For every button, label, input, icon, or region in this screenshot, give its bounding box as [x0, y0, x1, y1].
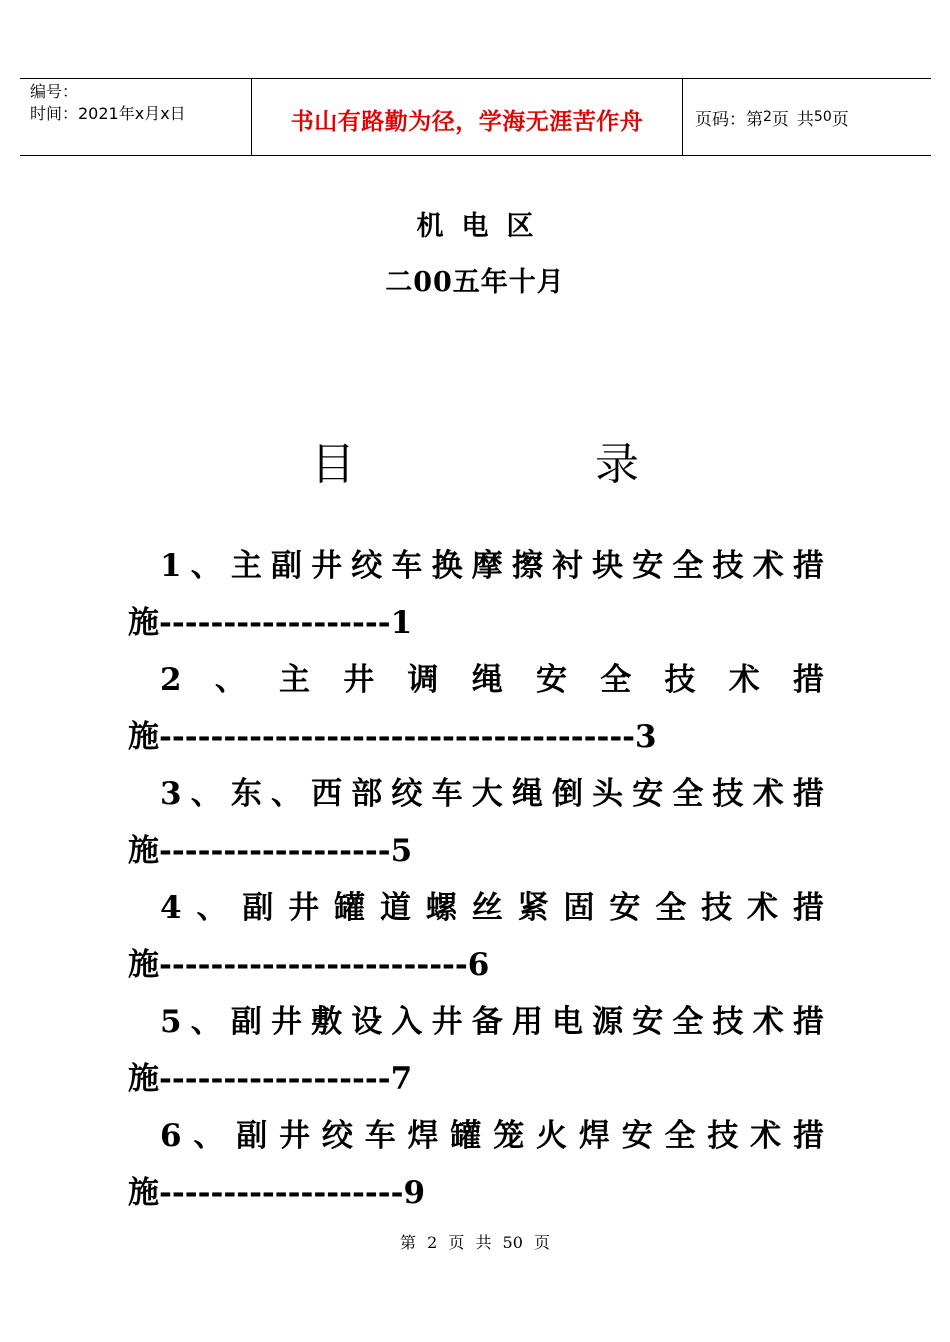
toc-entry-4[interactable] [128, 880, 824, 994]
toc-entry-2[interactable] [128, 652, 824, 766]
total-prefix: 共 [796, 109, 814, 130]
toc-entry-6[interactable] [128, 1108, 824, 1222]
toc-entry-title: 3 、 东 、 西 部 绞 车 大 绳 倒 头 安 全 技 术 措 [160, 776, 824, 812]
toc-entry-leader: 施------------------7 [128, 1061, 413, 1097]
toc-entry-title: 1 、 主 副 井 绞 车 换 摩 擦 衬 块 安 全 技 术 措 [160, 548, 824, 584]
table-of-contents [128, 538, 824, 1222]
toc-entry-leader: 施------------------------6 [128, 947, 490, 983]
toc-entry-title: 2 、 主 井 调 绳 安 全 技 术 措 [160, 662, 824, 698]
page-number: 2 [763, 109, 772, 125]
document-date: 二00五年十月 [385, 267, 565, 298]
toc-entry-title: 5 、 副 井 敷 设 入 井 备 用 电 源 安 全 技 术 措 [160, 1004, 824, 1040]
toc-heading-right: 录 [595, 439, 639, 490]
page-footer: 第 2 页 共 50 页 [400, 1233, 550, 1252]
total-pages: 50 [813, 109, 832, 125]
toc-heading [0, 428, 950, 492]
page-prefix: 页码：第 [695, 109, 763, 130]
toc-entry-leader: 施-------------------------------------3 [128, 719, 657, 755]
header-motto-cell [252, 79, 683, 155]
toc-entry-title: 4 、 副 井 罐 道 螺 丝 紧 固 安 全 技 术 措 [160, 890, 824, 926]
toc-entry-leader: 施------------------1 [128, 605, 413, 641]
toc-entry-1[interactable] [128, 538, 824, 652]
number-label: 编号： [30, 82, 79, 101]
header-page-cell [683, 79, 931, 155]
header-meta-cell [20, 79, 252, 155]
department-title: 机电区 [416, 211, 552, 242]
toc-entry-leader: 施------------------5 [128, 833, 413, 869]
motto-text: 书山有路勤为径，学海无涯苦作舟 [290, 108, 644, 135]
page-mid: 页 [771, 109, 789, 130]
toc-entry-title: 6 、 副 井 绞 车 焊 罐 笼 火 焊 安 全 技 术 措 [160, 1118, 824, 1154]
toc-entry-3[interactable] [128, 766, 824, 880]
toc-entry-leader: 施-------------------9 [128, 1175, 426, 1211]
toc-heading-left: 目 [311, 439, 355, 490]
time-label: 时间：2021年x月x日 [30, 104, 186, 123]
toc-entry-5[interactable] [128, 994, 824, 1108]
total-suffix: 页 [831, 109, 849, 130]
document-header [20, 78, 931, 156]
